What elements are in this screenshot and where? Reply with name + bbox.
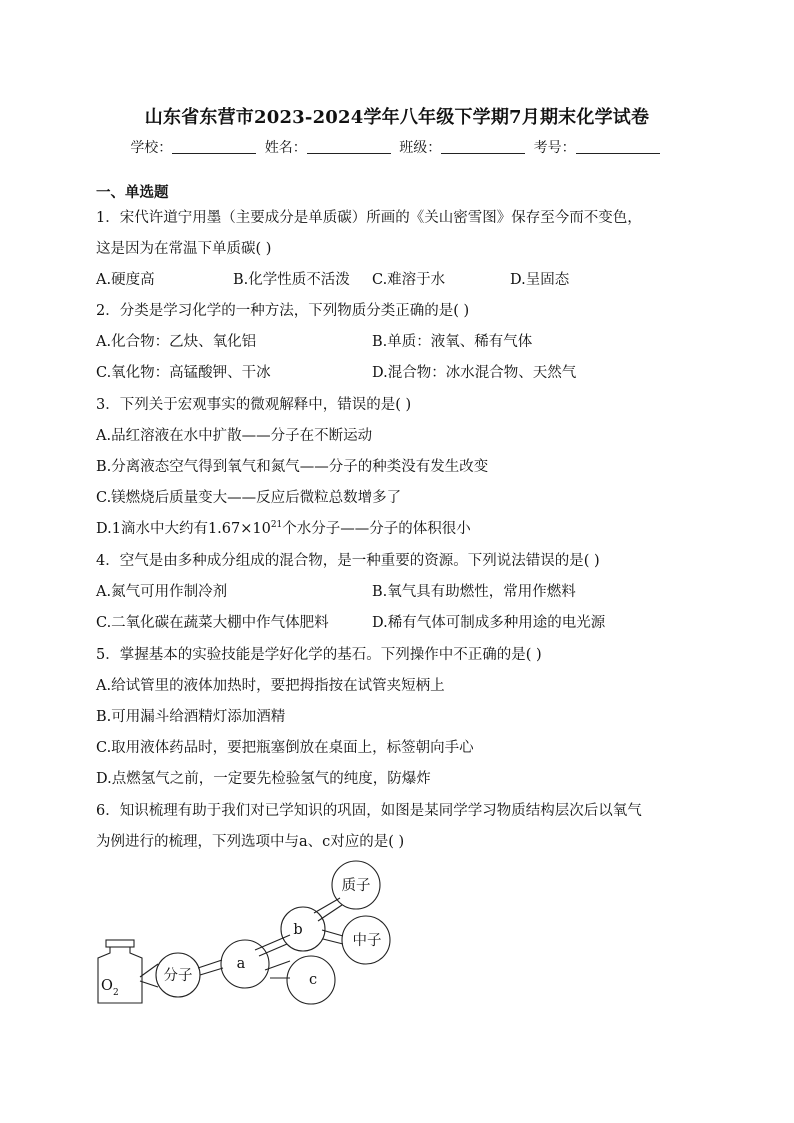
node-proton (332, 861, 380, 909)
question-1-option-d[interactable]: D.呈固态 (510, 272, 570, 288)
class-label: 班级： (399, 140, 442, 156)
question-5-line-1: 5．掌握基本的实验技能是学好化学的基石。下列操作中不正确的是( ) (96, 647, 542, 663)
question-3-option-d-suffix: 个水分子——分子的体积很小 (282, 521, 471, 537)
diagram-connectors (140, 898, 343, 987)
question-6-line-1: 6．知识梳理有助于我们对已学知识的巩固，如图是某同学学习物质结构层次后以氧气 (96, 803, 642, 819)
node-neutron (342, 916, 390, 964)
question-3-option-d-prefix: D.1滴水中大约有1.67×10 (96, 521, 271, 537)
question-4-option-a[interactable]: A.氮气可用作制冷剂 (96, 584, 228, 600)
bottle-label: O (101, 978, 113, 994)
name-blank[interactable] (307, 139, 391, 154)
question-3-option-d[interactable] (96, 517, 471, 538)
question-2-line-1: 2．分类是学习化学的一种方法，下列物质分类正确的是( ) (96, 303, 470, 319)
node-a-label: a (236, 956, 246, 972)
oxygen-bottle-icon (98, 940, 142, 1003)
node-b (281, 907, 325, 951)
name-label: 姓名： (264, 140, 307, 156)
question-3-line-1: 3．下列关于宏观事实的微观解释中，错误的是( ) (96, 397, 412, 413)
question-1-option-b[interactable]: B.化学性质不活泼 (233, 272, 350, 288)
node-c-label: c (308, 972, 318, 988)
node-molecule (156, 953, 200, 997)
question-2-option-a[interactable]: A.化合物：乙炔、氧化铝 (96, 334, 257, 350)
question-4-option-c[interactable]: C.二氧化碳在蔬菜大棚中作气体肥料 (96, 615, 329, 631)
question-4-line-1: 4．空气是由多种成分组成的混合物，是一种重要的资源。下列说法错误的是( ) (96, 553, 600, 569)
question-4-option-b[interactable]: B.氧气具有助燃性，常用作燃料 (372, 584, 576, 600)
question-5-option-c[interactable]: C.取用液体药品时，要把瓶塞倒放在桌面上，标签朝向手心 (96, 740, 474, 756)
question-4-option-d[interactable]: D.稀有气体可制成多种用途的电光源 (372, 615, 606, 631)
bottle-label-subscript: 2 (113, 988, 119, 998)
number-label: 考号： (533, 140, 576, 156)
school-label: 学校： (130, 140, 173, 156)
question-3-option-a[interactable]: A.品红溶液在水中扩散——分子在不断运动 (96, 428, 373, 444)
school-blank[interactable] (172, 139, 256, 154)
question-1-option-c[interactable]: C.难溶于水 (372, 272, 446, 288)
section-title: 一、单选题 (96, 184, 169, 201)
class-blank[interactable] (441, 139, 525, 154)
question-1-line-2: 这是因为在常温下单质碳( ) (96, 241, 272, 257)
question-6-line-2: 为例进行的梳理，下列选项中与a、c对应的是( ) (96, 834, 405, 850)
question-3-option-d-exponent: 21 (270, 520, 283, 531)
question-1-option-a[interactable]: A.硬度高 (96, 272, 155, 288)
question-2-option-b[interactable]: B.单质：液氧、稀有气体 (372, 334, 533, 350)
question-2-option-c[interactable]: C.氧化物：高锰酸钾、干冰 (96, 365, 271, 381)
exam-title: 山东省东营市2023-2024学年八年级下学期7月期末化学试卷 (144, 107, 650, 128)
question-2-option-d[interactable]: D.混合物：冰水混合物、天然气 (372, 365, 577, 381)
node-neutron-label: 中子 (352, 933, 382, 949)
node-molecule-label: 分子 (163, 968, 193, 984)
question-5-option-d[interactable]: D.点燃氢气之前，一定要先检验氢气的纯度，防爆炸 (96, 771, 431, 787)
node-proton-label: 质子 (341, 878, 371, 894)
question-3-option-b[interactable]: B.分离液态空气得到氧气和氮气——分子的种类没有发生改变 (96, 459, 489, 475)
question-3-option-c[interactable]: C.镁燃烧后质量变大——反应后微粒总数增多了 (96, 490, 402, 506)
node-a (221, 940, 269, 988)
node-b-label: b (293, 922, 303, 938)
student-info-line (0, 137, 794, 157)
question-1-line-1: 1．宋代许道宁用墨（主要成分是单质碳）所画的《关山密雪图》保存至今而不变色， (96, 210, 642, 226)
question-5-option-b[interactable]: B.可用漏斗给酒精灯添加酒精 (96, 709, 286, 725)
question-5-option-a[interactable]: A.给试管里的液体加热时，要把拇指按在试管夹短柄上 (96, 678, 445, 694)
number-blank[interactable] (576, 139, 660, 154)
node-c (287, 956, 335, 1004)
